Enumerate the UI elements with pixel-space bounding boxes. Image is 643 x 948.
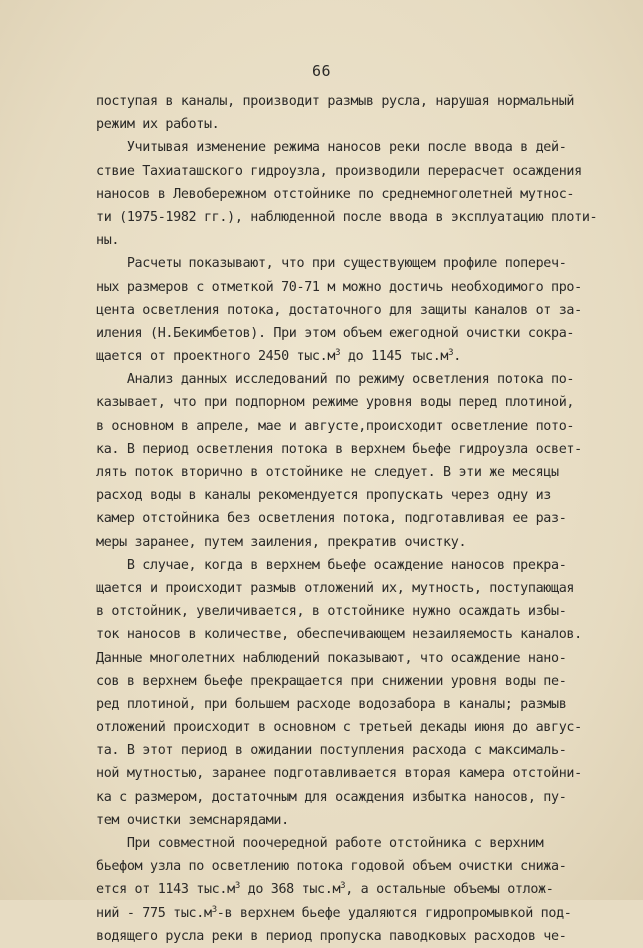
text-line <box>96 531 596 554</box>
text-line <box>96 716 596 739</box>
text-segment: щается от проектного 2450 тыс.м <box>96 349 336 365</box>
text-segment: При совместной поочередной работе отстойника с верхним <box>96 836 544 851</box>
superscript: 3 <box>448 348 454 359</box>
text-line <box>96 415 596 438</box>
text-segment: Расчеты показывают, что при существующем профиле попереч- <box>96 256 567 272</box>
page-number: 66 <box>311 62 332 80</box>
text-line <box>96 507 596 530</box>
body-text <box>96 90 596 948</box>
text-line <box>96 577 596 600</box>
text-segment: . <box>453 349 461 365</box>
text-segment: ка с размером, достаточным для осаждения избытка наносов, пу- <box>96 789 567 805</box>
superscript: 3 <box>340 881 346 892</box>
text-line <box>96 554 596 577</box>
text-segment: ти (1975-1982 гг.), наблюденной после ввода в эксплуатацию плоти- <box>96 209 598 225</box>
text-segment: до 1145 тыс.м <box>340 349 449 365</box>
text-segment: ется от 1143 тыс.м <box>96 882 235 898</box>
text-line <box>96 693 596 716</box>
text-segment: Данные многолетних наблюдений показывают, что осаждение нано- <box>96 650 567 666</box>
text-line <box>96 461 596 484</box>
text-line <box>96 276 596 299</box>
text-line <box>96 600 596 623</box>
text-segment: отложений происходит в основном с третьей декады июня до авгус- <box>96 720 582 736</box>
superscript: 3 <box>211 904 217 915</box>
text-segment: меры заранее, путем заиления, прекратив очистку. <box>96 534 467 550</box>
text-segment: бьефом узла по осветлению потока годовой объем очистки снижа- <box>96 859 567 875</box>
text-line <box>96 136 596 159</box>
text-segment: наносов в Левобережном отстойнике по среднемноголетней мутнос- <box>96 186 575 202</box>
text-segment: ствие Тахиаташского гидроузла, производили перерасчет осаждения <box>96 163 582 179</box>
text-line <box>96 183 596 206</box>
text-segment: , а остальные объемы отлож- <box>345 882 554 898</box>
text-segment: ны. <box>96 233 120 249</box>
text-segment: в основном в апреле, мае и августе,происходит осветление пото- <box>96 418 575 434</box>
text-line <box>96 160 596 183</box>
text-segment: расход воды в каналы рекомендуется пропускать через одну из <box>96 488 551 504</box>
text-line <box>96 229 596 252</box>
text-line <box>96 322 596 345</box>
text-segment: цента осветления потока, достаточного для защиты каналов от за- <box>96 302 582 318</box>
text-line <box>96 623 596 646</box>
text-line <box>96 878 596 901</box>
text-segment: сов в верхнем бьефе прекращается при снижении уровня воды пе- <box>96 673 567 689</box>
text-line <box>96 90 596 113</box>
text-line <box>96 345 596 368</box>
text-segment: ток наносов в количестве, обеспечивающем незаиляемость каналов. <box>96 627 582 643</box>
text-segment: казывает, что при подпорном режиме уровня воды перед плотиной, <box>96 395 575 411</box>
text-line <box>96 299 596 322</box>
text-segment: до 368 тыс.м <box>239 882 341 898</box>
text-segment: В случае, когда в верхнем бьефе осаждение наносов прекра- <box>96 557 567 573</box>
text-segment: ний - 775 тыс.м <box>96 905 212 921</box>
superscript: 3 <box>234 881 240 892</box>
text-segment: ка. В период осветления потока в верхнем бьефе гидроузла освет- <box>96 441 582 457</box>
text-segment: Учитывая изменение режима наносов реки после ввода в дей- <box>96 140 567 156</box>
text-line <box>96 762 596 785</box>
text-segment: иления (Н.Бекимбетов). При этом объем ежегодной очистки сокра- <box>96 325 575 341</box>
text-line <box>96 368 596 391</box>
text-line <box>96 739 596 762</box>
text-segment: поступая в каналы, производит размыв русла, нарушая нормальный <box>96 94 575 109</box>
text-segment: режим их работы. <box>96 117 220 133</box>
text-line <box>96 855 596 878</box>
text-segment: водящего русла реки в период пропуска паводковых расходов че- <box>96 928 567 944</box>
text-segment: лять поток вторично в отстойнике не следует. В эти же месяцы <box>96 465 559 480</box>
text-line <box>96 902 596 925</box>
text-line <box>96 206 596 229</box>
superscript: 3 <box>335 348 341 359</box>
text-segment: та. В этот период в ожидании поступления расхода с максималь- <box>96 743 567 759</box>
text-segment: Анализ данных исследований по режиму осветления потока по- <box>96 372 575 388</box>
text-line <box>96 786 596 809</box>
text-line <box>96 438 596 461</box>
text-line <box>96 252 596 275</box>
text-line <box>96 391 596 414</box>
text-line <box>96 670 596 693</box>
text-line <box>96 832 596 855</box>
text-segment: в отстойник, увеличивается, в отстойнике нужно осаждать избы- <box>96 604 567 620</box>
text-segment: ред плотиной, при большем расходе водозабора в каналы; размыв <box>96 696 567 712</box>
text-segment: щается и происходит размыв отложений их, мутность, поступающая <box>96 580 575 596</box>
text-segment: тем очистки земснарядами. <box>96 812 289 828</box>
text-segment: ных размеров с отметкой 70-71 м можно достичь необходимого про- <box>96 279 582 295</box>
text-segment: ной мутностью, заранее подготавливается вторая камера отстойни- <box>96 766 582 782</box>
text-line <box>96 647 596 670</box>
text-segment: камер отстойника без осветления потока, подготавливая ее раз- <box>96 511 567 527</box>
text-line <box>96 925 596 948</box>
text-line <box>96 113 596 136</box>
text-line <box>96 809 596 832</box>
text-line <box>96 484 596 507</box>
text-segment: -в верхнем бьефе удаляются гидропромывкой под- <box>216 905 572 921</box>
